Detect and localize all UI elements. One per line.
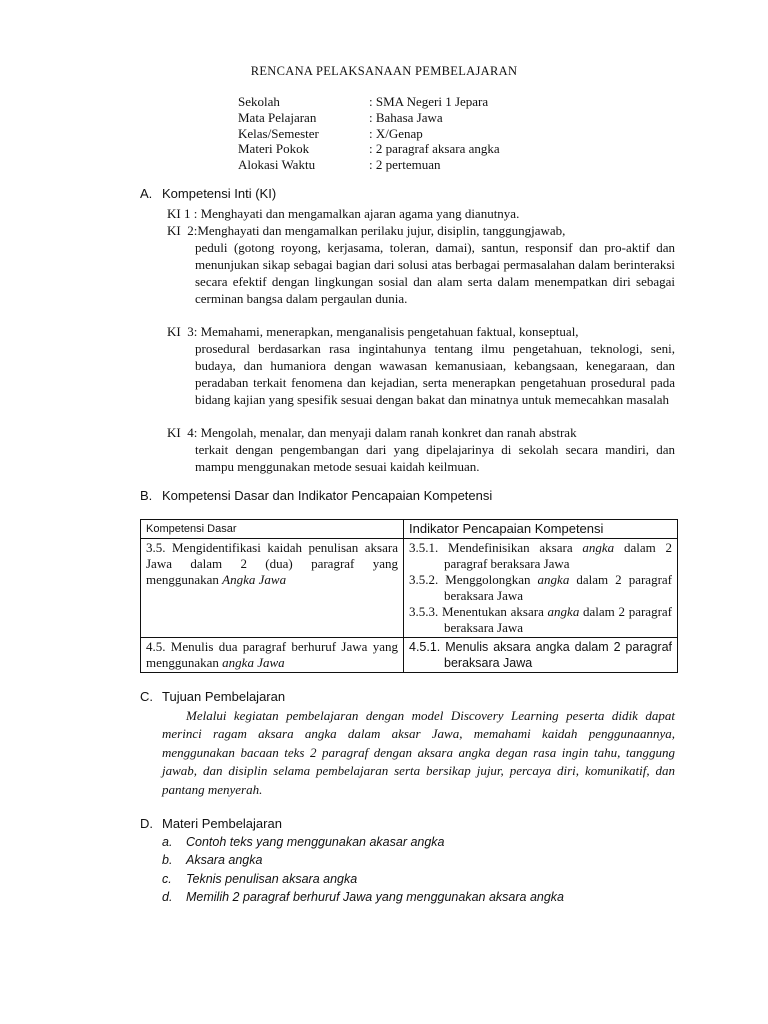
indicator-text-post: dalam 2 paragraf beraksara Jawa	[444, 572, 673, 603]
ki-4	[167, 424, 675, 475]
indicator-number: 3.5.2.	[409, 572, 439, 587]
meta-row-sekolah	[238, 94, 500, 110]
kd-number: 4.5.	[146, 639, 166, 654]
meta-label: Materi Pokok	[238, 141, 310, 157]
ki-3	[167, 323, 675, 408]
ki-1	[167, 205, 675, 222]
section-letter: C.	[140, 689, 153, 704]
list-text: Aksara angka	[186, 853, 263, 868]
meta-label: Kelas/Semester	[238, 125, 319, 141]
kd-italic: Angka Jawa	[222, 572, 287, 587]
meta-value: : SMA Negeri 1 Jepara	[369, 94, 489, 109]
ki-text: Memahami, menerapkan, menganalisis pengetahuan faktual, konseptual,	[200, 324, 579, 339]
meta-value: : 2 paragraf aksara angka	[369, 141, 500, 157]
indicator-item	[409, 604, 672, 636]
ki-text: Menghayati dan mengamalkan ajaran agama yang dianutnya.	[200, 206, 520, 221]
meta-label: Alokasi Waktu	[238, 157, 316, 173]
indicator-item	[409, 639, 672, 671]
table-header-row	[141, 520, 678, 539]
indicator-text-post: dalam 2 paragraf beraksara Jawa	[444, 540, 672, 571]
tujuan-paragraph	[162, 707, 675, 799]
list-text: Memilih 2 paragraf berhuruf Jawa yang menggunakan aksara angka	[186, 890, 565, 905]
ki-label: KI 1 :	[167, 206, 201, 221]
meta-label: Mata Pelajaran	[238, 109, 317, 125]
indicator-number: 3.5.3.	[409, 604, 439, 619]
section-title: Kompetensi Dasar dan Indikator Pencapaian Kompetensi	[162, 488, 493, 503]
section-letter: A.	[140, 186, 153, 201]
table-row	[141, 539, 678, 638]
competency-table	[140, 519, 678, 673]
ki-label: KI 2:	[167, 223, 198, 238]
header-kompetensi-dasar: Kompetensi Dasar	[141, 520, 404, 539]
list-letter: c.	[162, 871, 172, 886]
indicator-italic: angka	[582, 540, 615, 555]
section-title: Tujuan Pembelajaran	[162, 689, 286, 704]
ki-text-continued: peduli (gotong royong, kerjasama, toleran, damai), santun, responsif dan pro-aktif dan menunjukan sikap sebagai bagian dari solusi atas berbagai permasalahan dalam berinteraksi secara efektif dengan lingkungan sosial dan alam serta dalam menempatkan diri sebagai cerminan bangsa dalam pergaulan dunia.	[195, 240, 675, 306]
list-text: Contoh teks yang menggunakan akasar angka	[186, 835, 445, 849]
meta-row-kelas-semester	[238, 126, 500, 142]
tujuan-text: Melalui kegiatan pembelajaran dengan model Discovery Learning peserta didik dapat merinci ragam aksara angka dalam aksar Jawa, memahami kaidah penggunaannya, menggunakan bacaan teks 2 paragraf dengan aksara angka degan rasa ingin tahu, tanggung jawab, dan disiplin selama pembelajaran serta bersikap jujur, percaya diri, komunikatif, dan pantang menyerah.	[162, 708, 675, 797]
indicator-number: 3.5.1.	[409, 540, 439, 555]
section-a-heading	[140, 186, 276, 201]
meta-label: Sekolah	[238, 94, 280, 109]
list-item	[162, 888, 564, 906]
kd-number: 3.5.	[146, 540, 166, 555]
identity-block	[238, 94, 500, 173]
ki-text-continued: prosedural berdasarkan rasa ingintahunya tentang ilmu pengetahuan, teknologi, seni, budaya, dan humaniora dengan wawasan kemanusiaan, kebangsaan, kenegaraan, dan peradaban terkait fenomena dan kejadian, serta menerapkan pengetahuan prosedural pada bidang kajian yang spesifik sesuai dengan bakat dan minatnya untuk memecahkan masalah	[195, 341, 675, 407]
meta-row-materi-pokok	[238, 141, 500, 157]
indicator-text: Menulis aksara angka dalam 2 paragraf beraksara Jawa	[440, 640, 672, 670]
indicator-cell	[404, 539, 678, 638]
ki-label: KI 4:	[167, 425, 201, 440]
indicator-text: Menentukan aksara	[438, 604, 548, 619]
indicator-number: 4.5.1.	[409, 640, 441, 654]
section-c-heading	[140, 689, 285, 704]
list-text: Teknis penulisan aksara angka	[186, 871, 358, 886]
kd-text: Menulis dua paragraf berhuruf Jawa yang menggunakan	[146, 639, 398, 670]
indicator-text: Mendefinisikan aksara	[438, 540, 583, 555]
indicator-text: Menggolongkan	[438, 572, 538, 587]
document-title: RENCANA PELAKSANAAN PEMBELAJARAN	[250, 64, 518, 78]
section-letter: D.	[140, 816, 153, 831]
meta-value: : X/Genap	[369, 125, 423, 141]
ki-text: Mengolah, menalar, dan menyaji dalam ranah konkret dan ranah abstrak	[200, 425, 577, 440]
list-item	[162, 870, 564, 888]
indicator-italic: angka	[537, 572, 570, 587]
section-d-heading	[140, 816, 282, 831]
list-letter: d.	[162, 890, 173, 905]
section-letter: B.	[140, 488, 153, 503]
meta-value: : 2 pertemuan	[369, 157, 441, 173]
indicator-item	[409, 572, 672, 604]
ki-2	[167, 222, 675, 307]
header-indikator: Indikator Pencapaian Kompetensi	[404, 520, 678, 539]
kd-cell	[141, 539, 404, 638]
indicator-item	[409, 540, 672, 572]
meta-value: : Bahasa Jawa	[369, 109, 443, 125]
kd-text: Mengidentifikasi kaidah penulisan aksara Jawa dalam 2 (dua) paragraf yang menggunakan	[146, 540, 398, 587]
section-b-heading	[140, 488, 492, 503]
ki-label: KI 3:	[167, 324, 201, 339]
indicator-italic: angka	[547, 604, 580, 619]
kd-cell	[141, 638, 404, 673]
kd-italic: angka Jawa	[222, 655, 285, 670]
list-letter: b.	[162, 853, 173, 868]
ki-text-continued: terkait dengan pengembangan dari yang dipelajarinya di sekolah secara mandiri, dan mampu menggunakan metode sesuai kaidah keilmuan.	[195, 442, 675, 474]
list-item	[162, 833, 564, 851]
table-row	[141, 638, 678, 673]
ki-text: Menghayati dan mengamalkan perilaku jujur, disiplin, tanggungjawab,	[197, 223, 566, 238]
indicator-cell	[404, 638, 678, 673]
list-letter: a.	[162, 835, 173, 849]
meta-row-mata-pelajaran	[238, 110, 500, 126]
meta-row-alokasi-waktu	[238, 157, 500, 173]
section-title: Materi Pembelajaran	[162, 816, 282, 831]
section-title: Kompetensi Inti (KI)	[162, 186, 277, 201]
list-item	[162, 851, 564, 869]
indicator-text-post: dalam 2 paragraf beraksara Jawa	[444, 604, 672, 635]
materi-list	[162, 833, 564, 907]
